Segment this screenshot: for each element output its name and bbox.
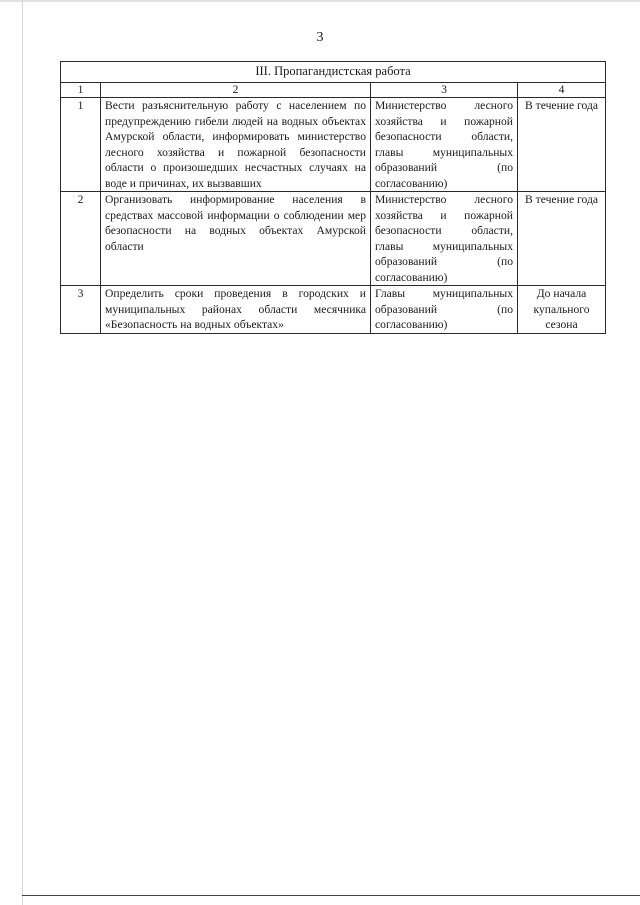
page-number: 3 [316,30,324,45]
section-title-row [61,62,606,83]
row-number: 2 [61,192,101,286]
column-header-2: 2 [101,83,371,98]
row-action: Организовать информирование населения в средствах массовой информации о соблюдении мер безопасности на водных объектах Амурской области [101,192,371,286]
row-term: До начала купального сезона [518,286,606,334]
column-header-3: 3 [371,83,518,98]
table-row [61,192,606,286]
table-row [61,98,606,192]
scan-bottom-edge [22,895,640,896]
row-responsible: Главы муниципальных образований (по согласованию) [371,286,518,334]
row-term: В течение года [518,98,606,192]
section-title: III. Пропагандистская работа [61,62,606,83]
row-number: 3 [61,286,101,334]
row-responsible: Министерство лесного хозяйства и пожарной безопасности области, главы муниципальных образований (по согласованию) [371,98,518,192]
row-term: В течение года [518,192,606,286]
measures-table [60,61,606,334]
row-action: Вести разъяснительную работу с населением по предупреждению гибели людей на водных объектах Амурской области, информировать министерство лесного хозяйства и пожарной безопасности области о произошедших несчастных случаях на воде и причинах, их вызвавших [101,98,371,192]
column-header-row [61,83,606,98]
column-header-4: 4 [518,83,606,98]
column-header-1: 1 [61,83,101,98]
row-number: 1 [61,98,101,192]
row-action: Определить сроки проведения в городских и муниципальных районах области месячника «Безопасность на водных объектах» [101,286,371,334]
row-responsible: Министерство лесного хозяйства и пожарной безопасности области, главы муниципальных образований (по согласованию) [371,192,518,286]
scan-top-edge [0,0,640,2]
scan-left-edge [22,0,23,905]
table-row [61,286,606,334]
